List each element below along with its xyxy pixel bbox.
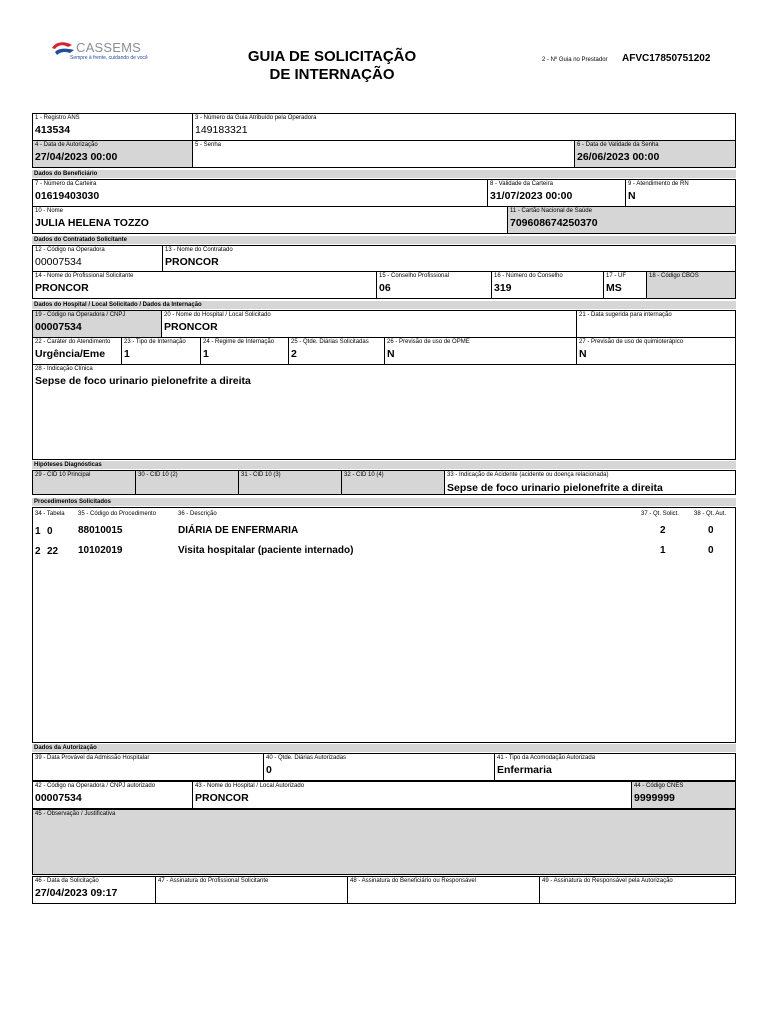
field-value: 413534: [35, 124, 71, 136]
field-numero-conselho: [491, 271, 604, 299]
row-tabela: 22: [47, 546, 59, 557]
field-assinatura-beneficiario: [347, 876, 540, 904]
section-hipoteses: Hipóteses Diagnósticas: [32, 461, 736, 469]
section-hospital: Dados do Hospital / Local Solicitado / Dados da Internação: [32, 301, 736, 309]
row-qt-aut: 0: [708, 525, 714, 536]
field-label: 42 - Código na Operadora / CNPJ autorizado: [35, 783, 156, 789]
field-value: Sepse de foco urinario pielonefrite a direita: [35, 375, 251, 387]
field-label: 15 - Conselho Profissional: [379, 273, 450, 279]
field-validade-senha: [574, 140, 736, 168]
field-value: 709608674250370: [510, 217, 598, 229]
form-title-line1: GUIA DE SOLICITAÇÃO: [247, 48, 417, 65]
row-tabela: 0: [47, 526, 53, 537]
field-label: 6 - Data de Validade da Senha: [577, 142, 659, 148]
field-senha: [192, 140, 575, 168]
field-label: 17 - UF: [606, 273, 627, 279]
field-regime-internacao: [200, 337, 289, 365]
field-cartao-nacional-saude: [507, 206, 736, 234]
field-value: 31/07/2023 00:00: [490, 190, 573, 202]
field-value: PRONCOR: [164, 321, 218, 333]
field-label: 41 - Tipo da Acomodação Autorizada: [497, 755, 596, 761]
field-value: 9999999: [634, 792, 675, 804]
field-assinatura-profissional: [155, 876, 348, 904]
field-value: PRONCOR: [35, 282, 89, 294]
field-registro-ans: [32, 113, 193, 141]
field-label: 26 - Previsão de uso de OPME: [387, 339, 470, 345]
field-codigo-cnpj-autorizado: [32, 781, 193, 809]
header: [32, 38, 736, 88]
field-label: 11 - Cartão Nacional de Saúde: [510, 208, 592, 214]
field-indicacao-clinica: [32, 364, 736, 460]
field-label: 49 - Assinatura do Responsável pela Autorização: [542, 878, 673, 884]
field-value: 319: [494, 282, 512, 294]
field-label: 21 - Data sugerida para internação: [579, 312, 672, 318]
field-tipo-internacao: [121, 337, 201, 365]
form-title-line2: DE INTERNAÇÃO: [269, 66, 395, 83]
field-codigo-cnes: [631, 781, 736, 809]
field-label: 8 - Validade da Carteira: [490, 181, 553, 187]
field-atendimento-rn: [625, 179, 736, 207]
field-previsao-quimioterapico: [576, 337, 736, 365]
field-value: Urgência/Eme: [35, 348, 106, 360]
field-label: 12 - Código na Operadora: [35, 247, 105, 253]
field-value: 06: [379, 282, 391, 294]
col-header-qt-solic: 37 - Qt. Solict.: [641, 511, 680, 517]
field-label: 48 - Assinatura do Beneficiário ou Responsável: [350, 878, 477, 884]
field-qtde-diarias-solicitadas: [288, 337, 385, 365]
col-header-descricao: 36 - Descrição: [178, 511, 217, 517]
field-label: 22 - Caráter do Atendimento: [35, 339, 111, 345]
cassems-logo: [50, 38, 170, 66]
field-label: 40 - Qtde. Diárias Autorizadas: [266, 755, 347, 761]
field-label: 3 - Número da Guia Atribuído pela Operadora: [195, 115, 317, 121]
field-data-solicitacao: [32, 876, 156, 904]
field-cid-principal: [32, 470, 136, 495]
field-value: PRONCOR: [195, 792, 249, 804]
field-value: 149183321: [195, 124, 248, 136]
prestador-value: AFVC17850751202: [622, 53, 711, 64]
field-label: 24 - Regime de Internação: [203, 339, 275, 345]
field-label: 27 - Previsão de uso de quimioterápico: [579, 339, 684, 345]
field-validade-carteira: [487, 179, 626, 207]
field-label: 16 - Número do Conselho: [494, 273, 563, 279]
field-label: 29 - CID 10 Principal: [35, 472, 91, 478]
field-value: 27/04/2023 00:00: [35, 151, 118, 163]
field-codigo-operadora-cnpj: [32, 310, 162, 338]
field-label: 28 - Indicação Clínica: [35, 366, 93, 372]
field-cid-2: [135, 470, 239, 495]
field-cid-3: [238, 470, 342, 495]
field-label: 23 - Tipo de Internação: [124, 339, 186, 345]
field-value: N: [628, 190, 636, 202]
field-label: 45 - Observação / Justificativa: [35, 811, 116, 817]
field-value: 26/06/2023 00:00: [577, 151, 660, 163]
field-value: 01619403030: [35, 190, 100, 202]
field-label: 7 - Número da Carteira: [35, 181, 97, 187]
row-descricao: Visita hospitalar (paciente internado): [178, 545, 354, 556]
field-label: 4 - Data de Autorização: [35, 142, 98, 148]
field-value: MS: [606, 282, 622, 294]
field-label: 9 - Atendimento de RN: [628, 181, 689, 187]
field-label: 30 - CID 10 (2): [138, 472, 178, 478]
field-value: N: [387, 348, 395, 360]
field-data-provavel-admissao: [32, 753, 264, 781]
field-nome-hospital-autorizado: [192, 781, 632, 809]
row-qt-solic: 1: [660, 545, 666, 556]
field-label: 14 - Nome do Profissional Solicitante: [35, 273, 134, 279]
field-value: 00007534: [35, 256, 82, 268]
row-qt-solic: 2: [660, 525, 666, 536]
field-value: 0: [266, 764, 272, 776]
field-nome: [32, 206, 508, 234]
field-numero-carteira: [32, 179, 488, 207]
field-value: N: [579, 348, 587, 360]
logo-tagline: Sempre à frente, cuidando de você: [70, 55, 148, 61]
field-numero-guia: [192, 113, 736, 141]
col-header-tabela: 34 - Tabela: [35, 511, 65, 517]
field-value: 27/04/2023 09:17: [35, 887, 118, 899]
field-uf: [603, 271, 647, 299]
field-qtde-diarias-autorizadas: [263, 753, 495, 781]
field-label: 44 - Código CNES: [634, 783, 684, 789]
field-nome-hospital: [161, 310, 577, 338]
section-contratado: Dados do Contratado Solicitante: [32, 236, 736, 244]
col-header-codigo: 35 - Código do Procedimento: [78, 511, 157, 517]
field-cid-4: [341, 470, 445, 495]
field-label: 10 - Nome: [35, 208, 64, 214]
field-value: JULIA HELENA TOZZO: [35, 217, 149, 229]
field-carater-atendimento: [32, 337, 122, 365]
row-qt-aut: 0: [708, 545, 714, 556]
field-label: 25 - Qtde. Diárias Solicitadas: [291, 339, 369, 345]
field-value: Sepse de foco urinario pielonefrite a direita: [447, 482, 663, 494]
field-conselho-profissional: [376, 271, 492, 299]
field-label: 39 - Data Provável da Admissão Hospitalar: [35, 755, 150, 761]
field-value: 2: [291, 348, 297, 360]
field-nome-contratado: [162, 245, 736, 272]
prestador-label: 2 - Nº Guia no Prestador: [542, 57, 608, 63]
field-value: 00007534: [35, 321, 82, 333]
row-descricao: DIÁRIA DE ENFERMARIA: [178, 525, 299, 536]
form-title: [202, 48, 462, 84]
procedures-table: [32, 507, 736, 743]
col-header-qt-aut: 38 - Qt. Aut.: [694, 511, 727, 517]
field-data-sugerida: [576, 310, 736, 338]
field-codigo-cbos: [646, 271, 736, 299]
cassems-logo-icon: [50, 40, 76, 56]
field-label: 13 - Nome do Contratado: [165, 247, 233, 253]
field-label: 1 - Registro ANS: [35, 115, 80, 121]
section-beneficiario: Dados do Beneficiário: [32, 170, 736, 178]
field-label: 43 - Nome do Hospital / Local Autorizado: [195, 783, 305, 789]
field-codigo-operadora: [32, 245, 163, 272]
field-label: 5 - Senha: [195, 142, 222, 148]
field-label: 47 - Assinatura do Profissional Solicitante: [158, 878, 269, 884]
field-label: 19 - Código na Operadora / CNPJ: [35, 312, 126, 318]
field-label: 31 - CID 10 (3): [241, 472, 281, 478]
section-autorizacao: Dados da Autorização: [32, 744, 736, 752]
section-procedimentos: Procedimentos Solicitados: [32, 498, 736, 506]
field-label: 32 - CID 10 (4): [344, 472, 384, 478]
field-label: 46 - Data da Solicitação: [35, 878, 99, 884]
field-value: 1: [203, 348, 209, 360]
field-label: 33 - Indicação de Acidente (acidente ou doença relacionada): [447, 472, 609, 478]
row-codigo: 10102019: [78, 545, 123, 556]
field-value: PRONCOR: [165, 256, 219, 268]
field-value: 00007534: [35, 792, 82, 804]
field-label: 18 - Código CBOS: [649, 273, 699, 279]
field-profissional-solicitante: [32, 271, 377, 299]
field-value: Enfermaria: [497, 764, 552, 776]
field-label: 20 - Nome do Hospital / Local Solicitado: [164, 312, 271, 318]
field-value: 1: [124, 348, 130, 360]
row-line-number: 1: [35, 526, 41, 537]
field-assinatura-autorizacao: [539, 876, 736, 904]
field-data-autorizacao: [32, 140, 193, 168]
field-tipo-acomodacao: [494, 753, 736, 781]
field-indicacao-acidente: [444, 470, 736, 495]
field-observacao: [32, 809, 736, 875]
field-previsao-opme: [384, 337, 577, 365]
row-line-number: 2: [35, 546, 41, 557]
logo-text: CASSEMS: [76, 40, 141, 55]
row-codigo: 88010015: [78, 525, 123, 536]
